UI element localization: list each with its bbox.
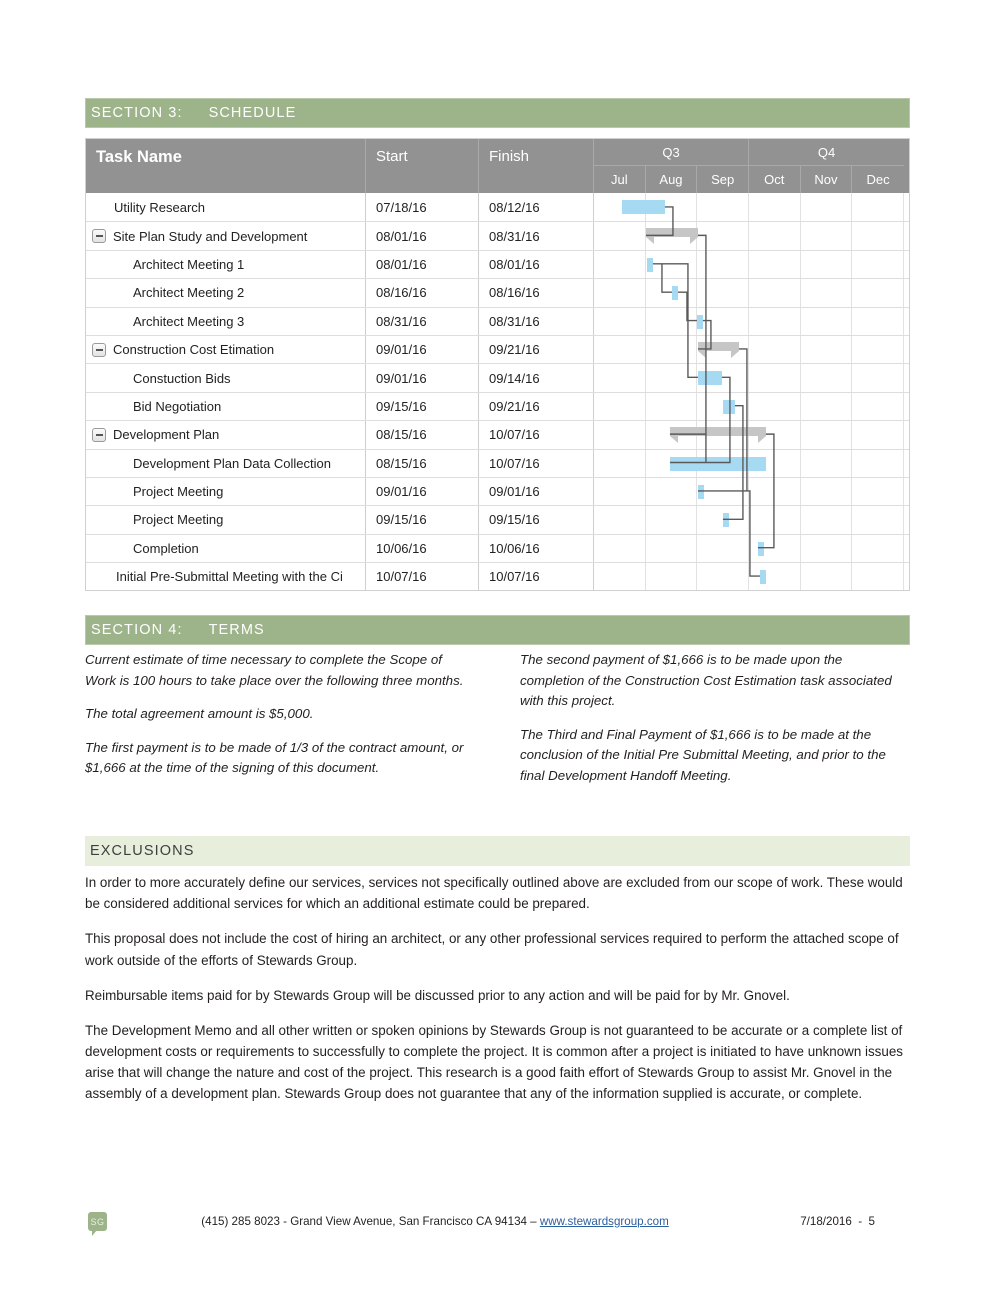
section-4-title: TERMS [208,622,265,638]
terms-right-column [520,650,910,800]
gantt-month-column-jul [594,222,646,249]
footer-contact [85,1215,785,1228]
table-row[interactable] [86,534,909,562]
task-start-cell: 09/01/16 [366,364,479,391]
task-name-label: Construction Cost Etimation [113,342,275,358]
terms-paragraph: Current estimate of time necessary to complete the Scope of Work is 100 hours to take place over the following three months. [85,652,464,688]
exclusions-paragraph: Reimbursable items paid for by Stewards Group will be discussed prior to any action and will be paid for by Mr. Gnovel. [85,987,790,1003]
gantt-month-column-jul [594,563,646,590]
gantt-month-column-nov [801,450,853,477]
task-start-cell: 08/31/16 [366,308,479,335]
task-name-cell [86,393,366,420]
gantt-chart-cell [594,535,909,562]
task-name-label: Completion [133,540,199,556]
task-start-cell: 08/15/16 [366,450,479,477]
column-header-task-name: Task Name [86,139,366,193]
terms-paragraph: The first payment is to be made of 1/3 of the contract amount, or $1,666 at the time of the signing of this document. [85,739,464,776]
gantt-month-column-sep [697,478,749,505]
gantt-month-column-jul [594,535,646,562]
gantt-chart-cell [594,193,909,221]
table-row[interactable] [86,221,909,249]
task-start-cell: 08/01/16 [366,251,479,278]
task-name-label: Project Meeting [133,512,224,528]
exclusions-paragraph: The Development Memo and all other written or spoken opinions by Stewards Group is not guaranteed to be accurate or a complete list of development costs or requirements to successfully to complete the project. It is common after a project is initiated to have unknown issues arise that will change the nature and cost of the project. This research is a good faith effort of Stewards Group to assist Mr. Gnovel in the assembly of a development plan. Stewards Group does not guarantee that any of the information supplied is accurate, or complete. [85,1022,903,1102]
gantt-month-column-dec [852,222,904,249]
table-row[interactable] [86,250,909,278]
task-name-cell [86,279,366,306]
table-row[interactable] [86,363,909,391]
gantt-month-column-sep [697,222,749,249]
gantt-month-column-aug [646,478,698,505]
task-finish-cell: 10/07/16 [479,450,594,477]
task-name-cell [86,563,366,590]
gantt-task-bar [758,542,764,556]
task-start-cell: 10/07/16 [366,563,479,590]
gantt-month-column-dec [852,421,904,448]
task-name-cell [86,193,366,221]
exclusions-paragraph: This proposal does not include the cost of hiring an architect, or any other professional services required to perform the attached scope of work outside of the efforts of Stewards Group. [85,931,899,968]
quarter-header-q3: Q3 [594,139,749,166]
gantt-month-column-jul [594,478,646,505]
gantt-month-column-oct [749,279,801,306]
gantt-month-column-dec [852,506,904,533]
task-name-label: Architect Meeting 3 [133,313,245,329]
gantt-summary-bar [698,342,739,351]
task-finish-cell: 09/15/16 [479,506,594,533]
footer-contact-text: (415) 285 8023 - Grand View Avenue, San Francisco CA 94134 – [201,1215,540,1228]
gantt-task-bar [622,200,665,214]
task-start-cell: 08/16/16 [366,279,479,306]
gantt-month-column-jul [594,506,646,533]
gantt-chart-cell [594,308,909,335]
gantt-chart-cell [594,279,909,306]
gantt-task-bar [723,513,729,527]
task-name-label: Site Plan Study and Development [113,228,308,244]
task-start-cell: 09/01/16 [366,336,479,363]
gantt-body [86,193,909,590]
table-row[interactable] [86,392,909,420]
month-header-sep: Sep [697,166,749,193]
gantt-month-column-nov [801,222,853,249]
gantt-month-column-jul [594,279,646,306]
gantt-month-column-nov [801,421,853,448]
gantt-month-column-sep [697,308,749,335]
gantt-task-bar [697,315,703,329]
exclusions-header [85,836,910,866]
gantt-task-bar [698,485,704,499]
gantt-month-column-dec [852,336,904,363]
gantt-task-bar [698,371,722,385]
task-name-cell [86,506,366,533]
footer-website-link[interactable]: www.stewardsgroup.com [539,1215,669,1228]
collapse-minus-icon[interactable] [92,343,106,357]
gantt-month-column-oct [749,393,801,420]
gantt-task-bar [723,400,735,414]
gantt-month-column-nov [801,364,853,391]
gantt-month-column-oct [749,193,801,221]
task-finish-cell: 08/31/16 [479,308,594,335]
month-header-oct: Oct [749,166,801,193]
gantt-chart-cell [594,506,909,533]
gantt-month-column-oct [749,535,801,562]
exclusions-paragraph: In order to more accurately define our services, services not specifically outlined above are excluded from our scope of work. These would be considered additional services for which an additional estimate could be prepared. [85,875,903,912]
gantt-month-column-nov [801,279,853,306]
gantt-month-column-aug [646,251,698,278]
task-name-label: Constuction Bids [133,370,231,386]
task-start-cell: 09/15/16 [366,393,479,420]
page-footer [85,1212,910,1242]
task-name-label: Development Plan [113,427,220,443]
section-3-title: SCHEDULE [208,105,297,121]
task-finish-cell: 08/12/16 [479,193,594,221]
task-finish-cell: 09/21/16 [479,336,594,363]
task-finish-cell: 08/16/16 [479,279,594,306]
task-start-cell: 09/15/16 [366,506,479,533]
gantt-month-column-jul [594,393,646,420]
gantt-month-column-dec [852,478,904,505]
terms-paragraph: The second payment of $1,666 is to be made upon the completion of the Construction Cost Estimation task associated with this project. [520,652,892,709]
gantt-month-column-jul [594,251,646,278]
gantt-month-column-dec [852,563,904,590]
table-row[interactable] [86,278,909,306]
exclusions-title: EXCLUSIONS [90,843,195,859]
task-name-label: Architect Meeting 1 [133,256,245,272]
gantt-chart-cell [594,393,909,420]
gantt-month-column-nov [801,478,853,505]
section-3-header [85,98,910,128]
terms-left-column [85,650,475,800]
task-start-cell: 07/18/16 [366,193,479,221]
gantt-month-column-sep [697,193,749,221]
task-finish-cell: 08/01/16 [479,251,594,278]
month-header-aug: Aug [646,166,698,193]
task-name-cell [86,535,366,562]
task-name-cell [86,308,366,335]
gantt-month-column-oct [749,506,801,533]
table-row[interactable] [86,449,909,477]
gantt-month-column-dec [852,251,904,278]
gantt-month-column-oct [749,478,801,505]
task-start-cell: 08/01/16 [366,222,479,249]
gantt-month-column-jul [594,336,646,363]
gantt-task-bar [672,286,678,300]
gantt-month-column-oct [749,364,801,391]
gantt-month-column-sep [697,563,749,590]
task-finish-cell: 10/07/16 [479,421,594,448]
gantt-month-column-oct [749,251,801,278]
gantt-month-column-aug [646,336,698,363]
gantt-header [86,139,909,193]
task-name-label: Development Plan Data Collection [133,455,331,471]
gantt-month-column-sep [697,535,749,562]
gantt-task-bar [647,258,653,272]
gantt-month-column-nov [801,393,853,420]
gantt-task-bar [760,570,766,584]
gantt-chart-cell [594,563,909,590]
table-row[interactable] [86,477,909,505]
task-name-label: Utility Research [114,199,206,215]
gantt-month-column-dec [852,279,904,306]
gantt-month-column-sep [697,279,749,306]
month-header-nov: Nov [801,166,853,193]
gantt-month-column-dec [852,308,904,335]
table-row[interactable] [86,505,909,533]
month-header-jul: Jul [594,166,646,193]
month-header-dec: Dec [866,172,890,187]
terms-paragraph: The total agreement amount is $5,000. [85,706,314,722]
gantt-month-column-dec [852,193,904,221]
logo-text: SG [90,1216,105,1227]
gantt-chart-cell [594,450,909,477]
gantt-month-column-oct [749,308,801,335]
task-finish-cell: 09/14/16 [479,364,594,391]
section-4-header [85,615,910,645]
gantt-month-column-nov [801,336,853,363]
collapse-minus-icon[interactable] [92,229,106,243]
gantt-chart-cell [594,222,909,249]
task-name-label: Project Meeting [133,484,224,500]
table-row[interactable] [86,307,909,335]
gantt-summary-bar [670,427,766,436]
gantt-summary-bar [646,228,698,237]
task-name-cell [86,222,366,249]
column-header-start: Start [366,139,479,193]
gantt-task-bar [670,457,766,471]
table-row[interactable] [86,562,909,590]
task-finish-cell: 09/01/16 [479,478,594,505]
gantt-month-column-aug [646,308,698,335]
gantt-month-column-nov [801,193,853,221]
gantt-month-column-jul [594,450,646,477]
schedule-gantt-table [85,138,910,591]
gantt-month-column-nov [801,506,853,533]
gantt-chart-cell [594,336,909,363]
task-finish-cell: 08/31/16 [479,222,594,249]
gantt-chart-cell [594,421,909,448]
task-finish-cell: 10/07/16 [479,563,594,590]
gantt-month-column-nov [801,251,853,278]
exclusions-body [85,872,913,1119]
terms-columns [85,650,910,800]
section-4-number: SECTION 4: [91,622,183,638]
gantt-month-column-oct [749,563,801,590]
task-name-cell [86,251,366,278]
task-start-cell: 09/01/16 [366,478,479,505]
gantt-month-column-aug [646,563,698,590]
gantt-chart-cell [594,251,909,278]
gantt-month-column-jul [594,308,646,335]
task-name-cell [86,336,366,363]
task-name-label: Initial Pre-Submittal Meeting with the Ci [116,569,343,585]
task-name-cell [86,364,366,391]
gantt-month-column-nov [801,308,853,335]
gantt-month-column-nov [801,563,853,590]
gantt-month-column-aug [646,393,698,420]
task-name-cell [86,478,366,505]
gantt-month-column-dec [852,535,904,562]
task-finish-cell: 09/21/16 [479,393,594,420]
terms-paragraph: The Third and Final Payment of $1,666 is to be made at the conclusion of the Initial Pre Submittal Meeting, and prior to the final Development Handoff Meeting. [520,726,886,784]
quarter-header-q4: Q4 [749,139,904,166]
gantt-month-column-oct [749,336,801,363]
column-header-finish: Finish [479,139,594,193]
footer-date-page: 7/18/2016 - 5 [800,1215,875,1228]
gantt-month-column-aug [646,535,698,562]
gantt-month-column-jul [594,421,646,448]
collapse-minus-icon[interactable] [92,428,106,442]
gantt-month-column-jul [594,364,646,391]
table-row[interactable] [86,335,909,363]
gantt-month-column-sep [697,251,749,278]
gantt-month-column-oct [749,222,801,249]
task-name-cell [86,450,366,477]
task-start-cell: 10/06/16 [366,535,479,562]
month-header-row [594,166,909,193]
table-row[interactable] [86,193,909,221]
gantt-month-column-dec [852,364,904,391]
gantt-month-column-aug [646,506,698,533]
task-start-cell: 08/15/16 [366,421,479,448]
gantt-chart-cell [594,478,909,505]
section-3-number: SECTION 3: [91,105,183,121]
gantt-month-column-dec [852,450,904,477]
task-finish-cell: 10/06/16 [479,535,594,562]
gantt-month-column-nov [801,535,853,562]
task-name-cell [86,421,366,448]
gantt-month-column-dec [852,393,904,420]
task-name-label: Bid Negotiation [133,398,222,414]
task-name-label: Architect Meeting 2 [133,285,245,301]
table-row[interactable] [86,420,909,448]
gantt-chart-cell [594,364,909,391]
gantt-month-column-aug [646,364,698,391]
